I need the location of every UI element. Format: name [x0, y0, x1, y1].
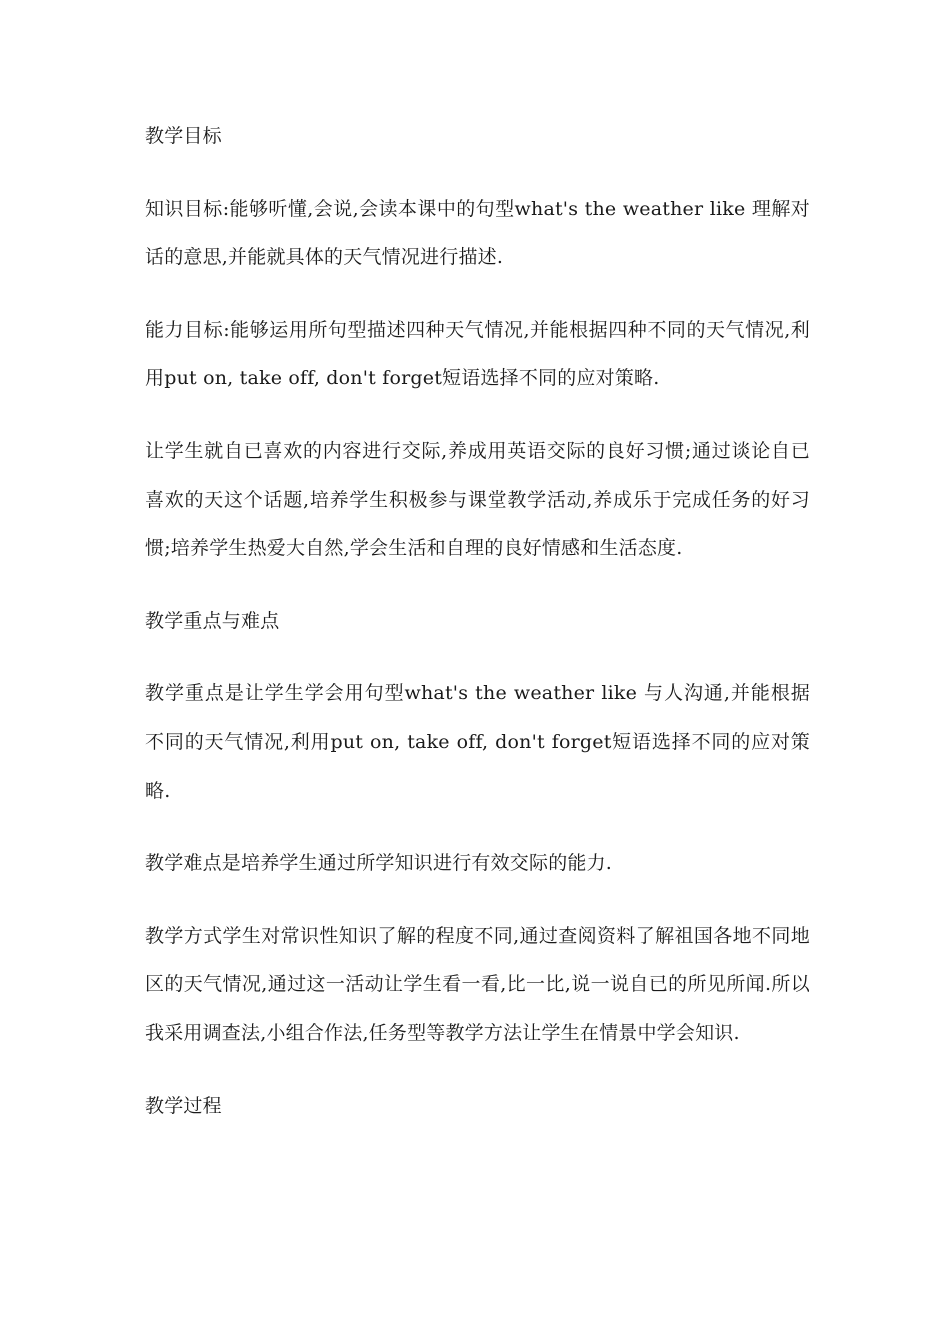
document-body: [145, 112, 810, 1154]
heading-teaching-process: 教学过程: [145, 1094, 222, 1117]
teaching-method: 教学方式学生对常识性知识了解的程度不同,通过查阅资料了解祖国各地不同地区的天气情况,通过这一活动让学生看一看,比一比,说一说自已的所见所闻.所以我采用调查法,小组合作法,任务型等教学方法让学生在情景中学会知识.: [145, 924, 810, 1044]
ability-objective: 能力目标:能够运用所句型描述四种天气情况,并能根据四种不同的天气情况,利用put on, take off, don't forget短语选择不同的应对策略.: [145, 318, 810, 390]
knowledge-objective: 知识目标:能够听懂,会说,会读本课中的句型what's the weather like 理解对话的意思,并能就具体的天气情况进行描述.: [145, 197, 810, 269]
heading-key-and-difficult-points: 教学重点与难点: [145, 609, 280, 632]
affective-objective: 让学生就自已喜欢的内容进行交际,养成用英语交际的良好习惯;通过谈论自已喜欢的天这个话题,培养学生积极参与课堂教学活动,养成乐于完成任务的好习惯;培养学生热爱大自然,学会生活和自理的良好情感和生活态度.: [145, 439, 810, 560]
difficult-point: 教学难点是培养学生通过所学知识进行有效交际的能力.: [145, 852, 613, 875]
heading-teaching-objectives: 教学目标: [145, 125, 222, 147]
key-point: 教学重点是让学生学会用句型what's the weather like 与人沟通,并能根据不同的天气情况,利用put on, take off, don't forget短语选择不同的应对策略.: [145, 682, 810, 802]
